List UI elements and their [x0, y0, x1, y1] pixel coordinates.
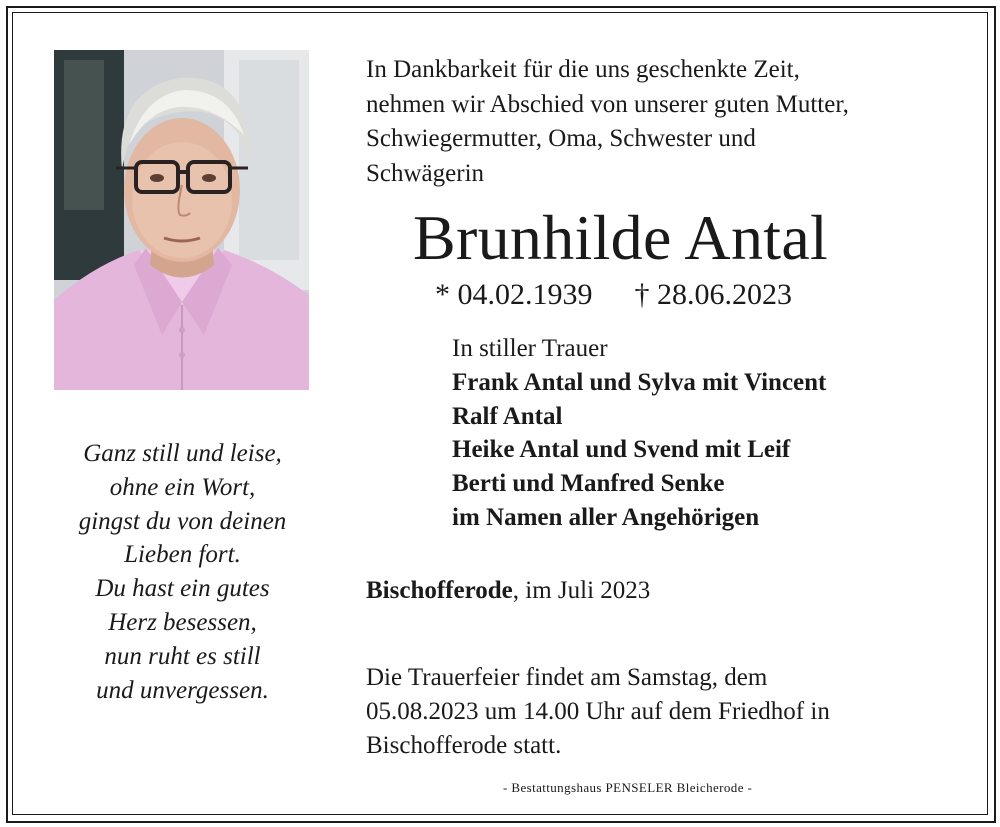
birth-date: * 04.02.1939 — [435, 278, 593, 311]
portrait-photo — [54, 50, 309, 390]
life-dates — [435, 275, 792, 315]
intro-line: nehmen wir Abschied von unserer guten Mutter, — [366, 90, 849, 118]
intro-text — [366, 53, 849, 191]
funeral-line: Die Trauerfeier findet am Samstag, dem — [366, 664, 768, 691]
poem-line: nun ruht es still — [104, 642, 261, 670]
place-date: , im Juli 2023 — [512, 577, 651, 604]
poem-line: Ganz still und leise, — [83, 440, 282, 467]
funeral-notice — [366, 661, 830, 764]
funeral-line: Bischofferode statt. — [366, 732, 562, 760]
poem-line: Lieben fort. — [124, 541, 241, 569]
poem — [40, 437, 325, 707]
funeral-line: 05.08.2023 um 14.00 Uhr auf dem Friedhof in — [366, 698, 830, 726]
death-date: † 28.06.2023 — [634, 278, 792, 311]
mourner-line: Frank Antal und Sylva mit Vincent — [452, 368, 827, 396]
place-and-date — [366, 574, 650, 608]
poem-line: Herz besessen, — [108, 608, 257, 636]
mourner-line: Heike Antal und Svend mit Leif — [452, 436, 791, 464]
mourners-heading: In stiller Trauer — [452, 335, 608, 362]
poem-line: Du hast ein gutes — [95, 575, 270, 603]
intro-line: Schwägerin — [366, 159, 485, 187]
place-town: Bischofferode — [366, 577, 513, 604]
mourners-list — [452, 332, 826, 535]
funeral-home-credit: - Bestattungshaus PENSELER Bleicherode - — [503, 780, 753, 795]
intro-line: In Dankbarkeit für die uns geschenkte Zeit, — [366, 56, 800, 83]
deceased-name: Brunhilde Antal — [413, 202, 829, 273]
poem-line: ohne ein Wort, — [109, 473, 256, 501]
mourner-line: im Namen aller Angehörigen — [452, 503, 760, 531]
poem-line: gingst du von deinen — [78, 507, 287, 535]
poem-line: und unvergessen. — [96, 676, 269, 704]
mourner-line: Berti und Manfred Senke — [452, 470, 725, 498]
mourner-line: Ralf Antal — [452, 402, 563, 430]
intro-line: Schwiegermutter, Oma, Schwester und — [366, 125, 756, 153]
